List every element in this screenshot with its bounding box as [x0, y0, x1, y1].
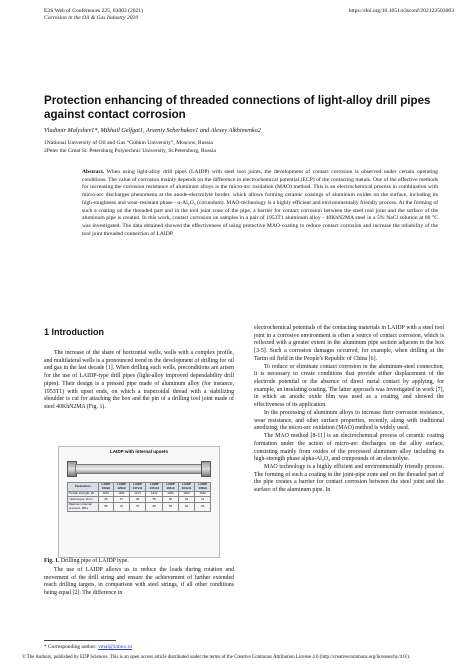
table-cell: 85 [98, 502, 114, 511]
paragraph: electrochemical potentials of the contacting materials in LAIDP with a steel tool joint in a corrosive environment is often a source of contact corrosion, which is reflected with a greater extent in the aluminum pipe section adjacent to the box [3-5]. Such a corrosion damages occurred, for example, when drilling at the Tarim oil field in the People's Republic of China [6]. [254, 325, 444, 362]
paragraph: In the processing of aluminum alloys to increase their corrosion resistance, wear resistance, and other surface properties, recently, along with traditional anodizing, the micro-arc oxidation (MAO) method is widely used. [254, 409, 444, 432]
table-cell: Tensile strength, kN [68, 491, 99, 496]
copyright-notice: © The Authors, published by EDP Sciences. This is an open access article distributed under the terms of the Creative Commons Attribution License 4.0 (http://creativecommons.org/licenses/by/4.0/). [22, 655, 410, 660]
table-cell: 1663 [178, 491, 195, 496]
table-cell: 1460 [163, 491, 179, 496]
footnote [44, 644, 132, 650]
table-header: LAIDP 147x11 [129, 483, 146, 492]
table-cell: 75 [129, 502, 146, 511]
table-cell: 56 [163, 497, 179, 502]
left-column-bottom [44, 567, 234, 598]
author-list: Vladimir Malyshev1*, Mikhail Gelfgat1, Arseniy Scherbakov1 and Alexey Alkhimenko2 [44, 127, 261, 134]
doi-link[interactable]: https://doi.org/10.1051/e3sconf/202122503003 [348, 8, 454, 14]
conference-subtitle: Corrosion in the Oil & Gas Industry 2020 [44, 15, 139, 21]
paragraph: MAO technology is a highly efficient and environmentally friendly process. The forming of such a coating in the joint-pipe zone and on the threaded part of the pipe creates a barrier for contact corrosion between the steel joint and the surface of the aluminum pipe. In [254, 463, 444, 494]
abstract-label: Abstract. [82, 169, 105, 175]
table-cell: 55 [163, 502, 179, 511]
table-cell: 1184 [114, 491, 130, 496]
abstract-text: When using light-alloy drill pipes (LAIDP) with steel tool joints, the development of contact corrosion is observed under certain operating conditions. The value of corrosion mainly depends on the difference in electrochemical potential (ECP) of the contacting metals. One of the effective methods for increasing the corrosion resistance of aluminum alloys is the micro-arc oxidation (MAO) method. This is an electrochemical process in combination with micro-arc discharges phenomena at the anode-electrolyte border, which allows forming ceramic coatings of aluminum oxides on the surface, including its high-toughness and wear-resistant phase - α-Al₂O₃ (corundum). MAO-technology is a highly efficient and environmentally friendly process. At the forming of such a coating on the threaded part and in the tool joint zone of the pipe, a barrier for contact corrosion between the steel tool joint and the surface of the aluminum pipe is created. In this work, contact corrosion on samples in a pair of 1953T1 aluminum alloy - 40KhN2MA steel in a 5% NaCl solution at 80 °C was investigated. The data obtained showed the effectiveness of using protective MAO-coating to reduce contact corrosion and increase the reliability of the tool joint threaded connection of LAIDP. [82, 169, 438, 237]
table-header: LAIDP 168x9 [195, 483, 211, 492]
footnote-divider [44, 640, 116, 641]
table-row [68, 502, 211, 511]
table-header: LAIDP 147x13 [146, 483, 163, 492]
table-header: Parameters [68, 483, 99, 492]
figure-title: LAIDP with internal upsets [109, 449, 169, 454]
figure-1 [58, 446, 220, 558]
table-cell: 56 [195, 502, 211, 511]
table-header: LAIDP 164x11 [178, 483, 195, 492]
conference-name: E3S Web of Conferences 225, 03003 (2021) [44, 8, 144, 14]
paper-title: Protection enhancing of threaded connections of light-alloy drill pipes against contact corrosion [44, 94, 431, 122]
figure-caption-text: Drilling pipe of LAIDP type. [60, 558, 129, 564]
footnote-label: Corresponding author: [48, 644, 97, 650]
left-column-top [44, 350, 234, 412]
affiliations [44, 140, 444, 155]
table-cell: 1542 [195, 491, 211, 496]
paragraph: To reduce or eliminate contact corrosion in the aluminum-steel connection, it is necessary to create conditions that provide either displacement of the electrode potential or the absence of direct metal contact by applying, for example, an insulating coating. The latter approach was investigated in work [7], in which an anodic oxide film was used as a coating, and showed the effectiveness of its application. [254, 363, 444, 409]
pipe-body-icon [75, 464, 203, 474]
table-cell: 1051 [98, 491, 114, 496]
table-cell: 1622 [146, 491, 163, 496]
figure-table [67, 482, 211, 512]
table-cell: 88 [146, 502, 163, 511]
paragraph: The MAO method [8-11] is an electrochemical process of ceramic coating formation under the action of micro-arc discharges on the alloy surface, consisting mainly from oxides of the processed aluminum alloy including its high-strength phase alpha-Al₂O₃ and compounds of an electrolyte. [254, 433, 444, 463]
abstract [82, 169, 438, 238]
table-cell: 70 [114, 502, 130, 511]
table-header: LAIDP 103x9 [98, 483, 114, 492]
pin-joint-icon [201, 461, 211, 477]
figure-caption [44, 558, 129, 564]
table-cell: Maximum internal pressure, MPa [68, 502, 99, 511]
affiliation-1: 1National University of Oil and Gas “Gubkin University”, Moscow, Russia [44, 140, 213, 146]
table-cell: 1474 [129, 491, 146, 496]
conference-info [44, 8, 143, 22]
table-cell: 37 [114, 497, 130, 502]
paragraph: The increase of the share of horizontal wells, wells with a complex profile, and multilateral wells is a pronounced trend in the development of drilling for oil and gas in the last decade [1]. When drilling such wells, preconditions are arisen for the use of LAIDP-type drill pipes (light-alloy improved dependability drill pipes). Their design is a pressed pipe made of aluminum alloy (for instance, 1953T1) with upset ends, on which a trapezoidal thread with a stabilizing shoulder is cut for attaching the box and the pin of a drilling tool joint made of steel 40KhN2MA (Fig. 1). [44, 350, 234, 411]
table-cell: 48 [129, 497, 146, 502]
paragraph: The use of LAIDP allows us to reduce the loads during rotation and movement of the drill string and ensure the achievement of farther extended reach drilling targets, in comparison with steel strings, if all other conditions being equal [2]. The difference in [44, 567, 234, 597]
table-cell: 55 [146, 497, 163, 502]
section-heading: 1 Introduction [44, 327, 104, 337]
email-link[interactable]: vmal@inbox.ru [98, 644, 132, 650]
table-cell: 61 [195, 497, 211, 502]
table-header: LAIDP 164x9 [163, 483, 179, 492]
footnote-marker: * [44, 644, 49, 650]
pipe-illustration [67, 457, 211, 479]
table-cell: Yield torque, kN·m [68, 497, 99, 502]
affiliation-2: 2Peter the Great St. Petersburg Polytechnic University, St.Petersburg, Russia [44, 147, 216, 154]
table-cell: 63 [178, 502, 195, 511]
figure-caption-label: Fig. 1. [44, 558, 60, 564]
right-column [254, 325, 444, 495]
table-cell: 25 [98, 497, 114, 502]
table-header-row [68, 483, 211, 492]
table-header: LAIDP 129x9 [114, 483, 130, 492]
table-cell: 63 [178, 497, 195, 502]
